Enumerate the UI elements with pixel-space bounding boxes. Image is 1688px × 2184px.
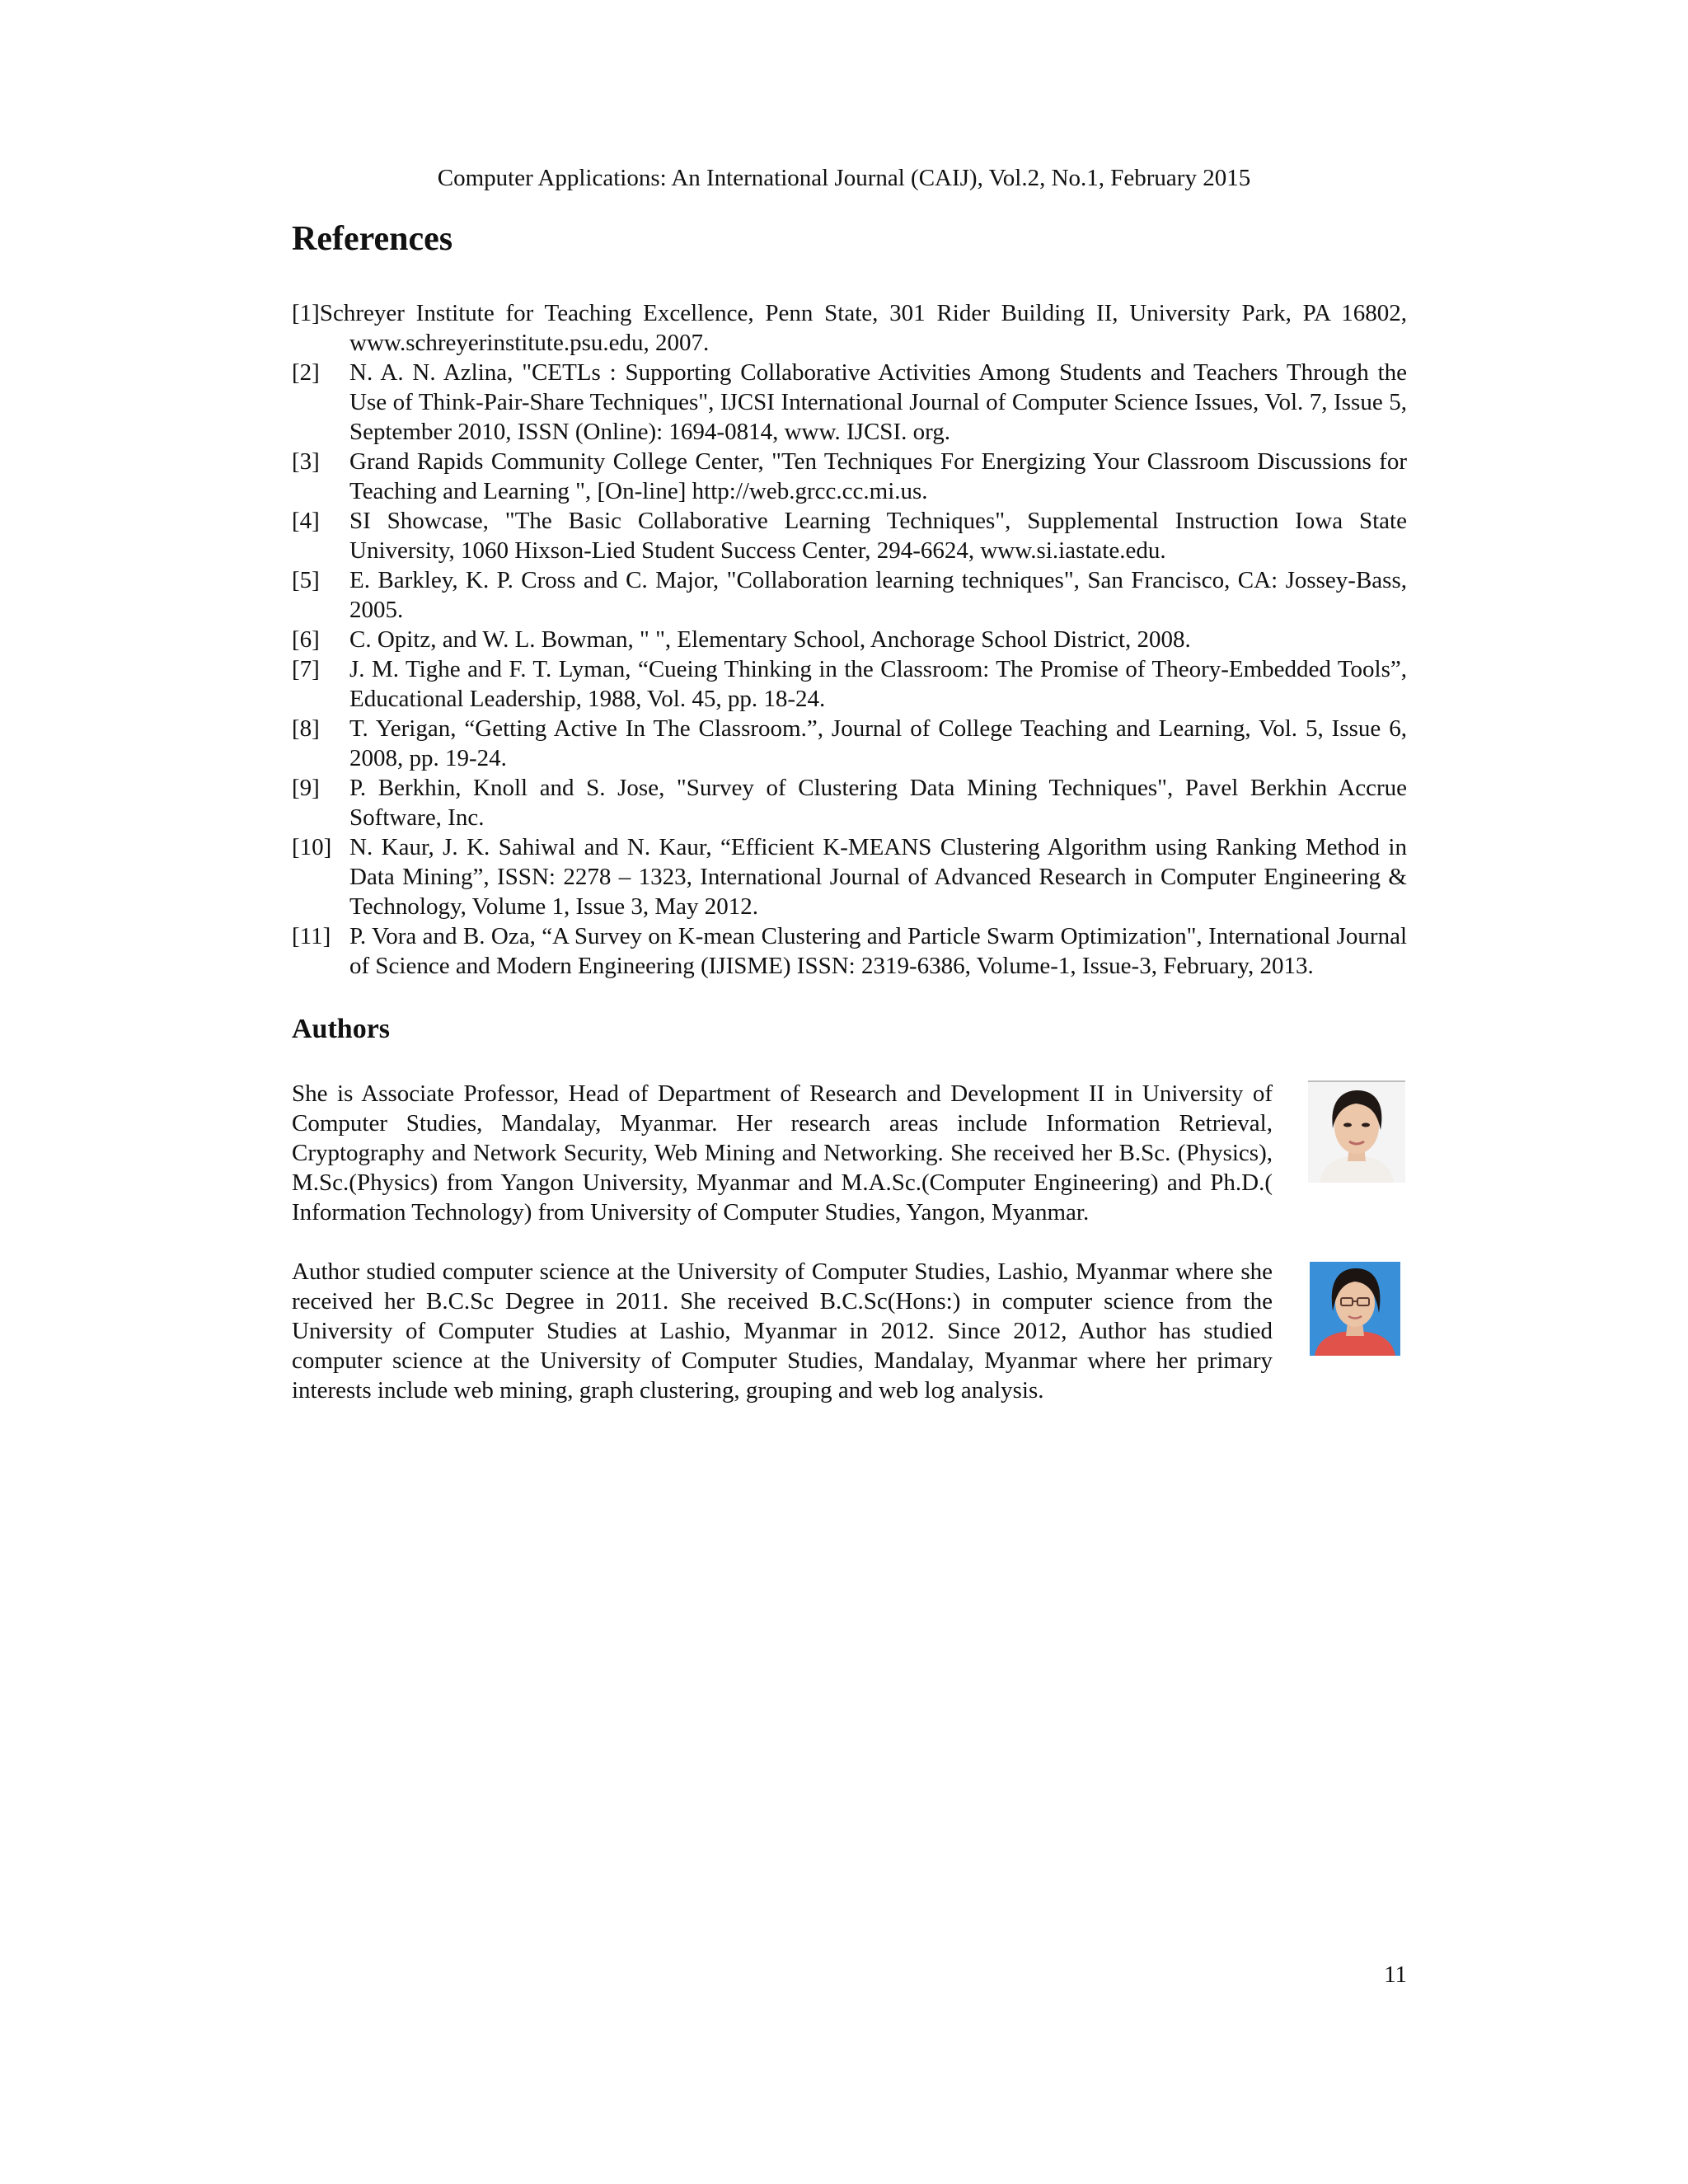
author-block-2: [292, 1257, 1407, 1405]
reference-number: [10]: [292, 834, 332, 860]
author-bio: Author studied computer science at the University of Computer Studies, Lashio, Myanmar where she received her B.C.Sc Degree in 2011. She received B.C.Sc(Hons:) in computer science from the University of Computer Studies at Lashio, Myanmar in 2012. Since 2012, Author has studied computer science at the University of Computer Studies, Mandalay, Myanmar where her primary interests include web mining, graph clustering, grouping and web log analysis.: [292, 1258, 1273, 1404]
reference-number: [4]: [292, 508, 320, 534]
author-bio: She is Associate Professor, Head of Department of Research and Development II in University of Computer Studies, Mandalay, Myanmar. Her research areas include Information Retrieval, Cryptography and Network Security, Web Mining and Networking. She received her B.Sc. (Physics), M.Sc.(Physics) from Yangon University, Myanmar and M.A.Sc.(Computer Engineering) and Ph.D.( Information Technology) from University of Computer Studies, Yangon, Myanmar.: [292, 1080, 1273, 1226]
reference-number: [3]: [292, 448, 320, 475]
reference-number: [2]: [292, 359, 320, 386]
reference-number: [5]: [292, 567, 320, 593]
reference-list: [292, 298, 1407, 981]
reference-text: T. Yerigan, “Getting Active In The Classroom.”, Journal of College Teaching and Learning, Vol. 5, Issue 6, 2008, pp. 19-24.: [349, 715, 1407, 771]
author-portrait-icon: [1308, 1080, 1405, 1183]
reference-text: C. Opitz, and W. L. Bowman, " ", Elementary School, Anchorage School District, 2008.: [349, 626, 1191, 653]
author-photo: [1310, 1262, 1400, 1356]
reference-item-3: [292, 447, 1407, 506]
reference-text: P. Berkhin, Knoll and S. Jose, "Survey of Clustering Data Mining Techniques", Pavel Berkhin Accrue Software, Inc.: [349, 775, 1407, 831]
reference-text: J. M. Tighe and F. T. Lyman, “Cueing Thinking in the Classroom: The Promise of Theory-Embedded Tools”, Educational Leadership, 1988, Vol. 45, pp. 18-24.: [349, 656, 1407, 712]
author-block-1: [292, 1079, 1407, 1227]
reference-item-11: [292, 921, 1407, 981]
reference-text: N. Kaur, J. K. Sahiwal and N. Kaur, “Efficient K-MEANS Clustering Algorithm using Ranking Method in Data Mining”, ISSN: 2278 – 1323, International Journal of Advanced Research in Computer Engineering & Technology, Volume 1, Issue 3, May 2012.: [349, 834, 1407, 920]
reference-number: [6]: [292, 626, 320, 653]
authors-heading: Authors: [292, 1014, 391, 1044]
reference-number: [1]: [292, 300, 320, 326]
reference-item-2: [292, 358, 1407, 447]
reference-text: E. Barkley, K. P. Cross and C. Major, "Collaboration learning techniques", San Francisco, CA: Jossey-Bass, 2005.: [349, 567, 1407, 623]
reference-item-10: [292, 832, 1407, 921]
reference-number: [11]: [292, 923, 331, 949]
reference-number: [8]: [292, 715, 320, 742]
reference-item-8: [292, 714, 1407, 773]
author-portrait-icon: [1310, 1262, 1400, 1356]
running-header: Computer Applications: An International Journal (CAIJ), Vol.2, No.1, February 2015: [437, 165, 1251, 191]
reference-item-1: [292, 298, 1407, 358]
reference-text: Schreyer Institute for Teaching Excellence, Penn State, 301 Rider Building II, University Park, PA 16802, www.schreyerinstitute.psu.edu, 2007.: [319, 300, 1407, 356]
page-content: [292, 216, 1407, 1405]
reference-item-6: [292, 625, 1407, 654]
reference-text: P. Vora and B. Oza, “A Survey on K-mean Clustering and Particle Swarm Optimization", International Journal of Science and Modern Engineering (IJISME) ISSN: 2319-6386, Volume-1, Issue-3, February, 2013.: [349, 923, 1407, 979]
reference-text: SI Showcase, "The Basic Collaborative Learning Techniques", Supplemental Instruction Iowa State University, 1060 Hixson-Lied Student Success Center, 294-6624, www.si.iastate.edu.: [349, 508, 1407, 564]
reference-item-5: [292, 565, 1407, 625]
reference-number: [7]: [292, 656, 320, 682]
page-number: 11: [1384, 1961, 1407, 1988]
reference-text: Grand Rapids Community College Center, "Ten Techniques For Energizing Your Classroom Discussions for Teaching and Learning ", [On-line] http://web.grcc.cc.mi.us.: [349, 448, 1407, 504]
reference-number: [9]: [292, 775, 320, 801]
reference-item-7: [292, 654, 1407, 714]
reference-item-9: [292, 773, 1407, 832]
references-heading: References: [292, 220, 453, 258]
reference-item-4: [292, 506, 1407, 565]
author-photo: [1308, 1080, 1405, 1183]
reference-text: N. A. N. Azlina, "CETLs : Supporting Collaborative Activities Among Students and Teachers Through the Use of Think-Pair-Share Techniques", IJCSI International Journal of Computer Science Issues, Vol. 7, Issue 5, September 2010, ISSN (Online): 1694-0814, www. IJCSI. org.: [349, 359, 1407, 445]
